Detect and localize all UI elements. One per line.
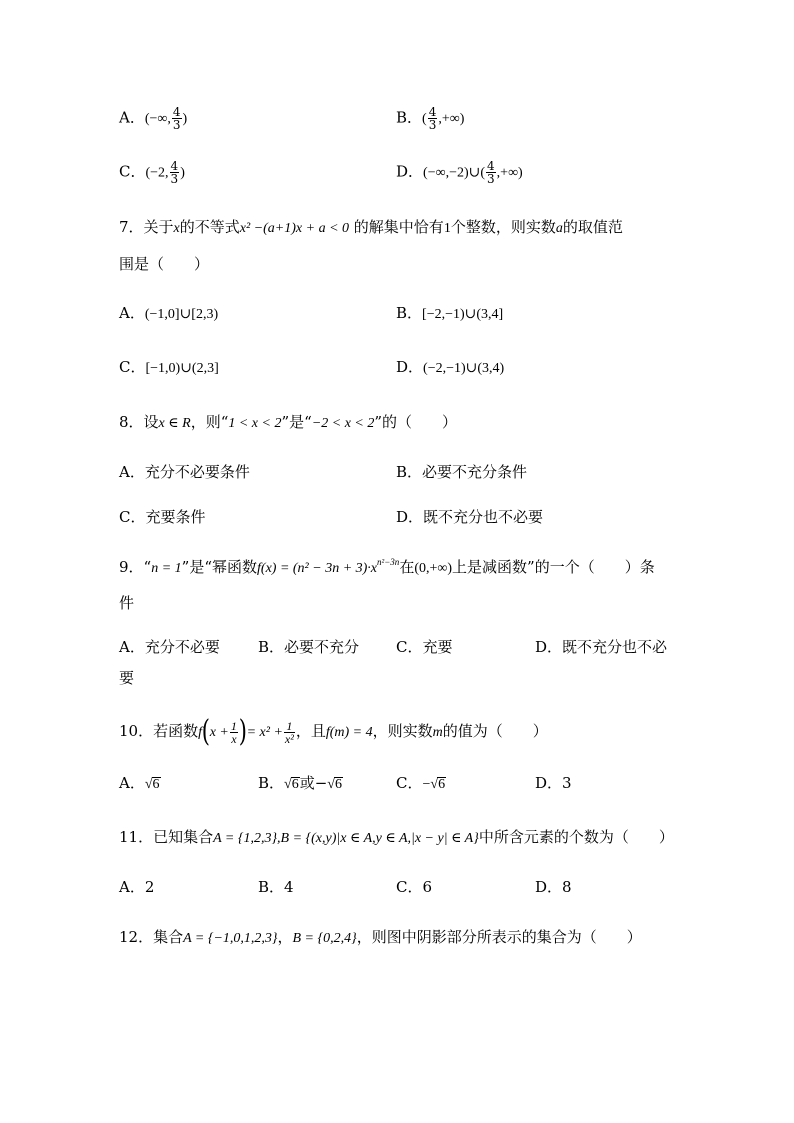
q10-option-d: D．3	[535, 774, 572, 792]
q8-option-d: D．既不充分也不必要	[396, 508, 544, 526]
q9-option-b: B．必要不充分	[258, 638, 360, 656]
q11-option-b: B．4	[258, 878, 294, 896]
fraction: $\frac{4}{3}$	[172, 105, 181, 132]
sqrt: √6	[430, 777, 446, 792]
sqrt: √6	[284, 777, 299, 792]
q9-stem-line2: 件	[119, 594, 135, 612]
q8-option-c: C．充要条件	[119, 508, 206, 526]
sqrt: √6	[144, 777, 160, 792]
q11-option-a: A．2	[119, 878, 155, 896]
q8-option-a: A．充分不必要条件	[119, 463, 250, 481]
q10-stem: 10．若函数f(x + $\frac{1}{x}$ )= x² + $\frac{1}{\text{x²}}$ ，且f(m) = 4，则实数m的值为（ ）	[119, 714, 548, 749]
q9-option-d: D．既不充分也不必	[535, 638, 668, 656]
left-paren: (	[201, 714, 210, 749]
option-label: B．	[396, 108, 423, 127]
q9-option-d-cont: 要	[119, 669, 135, 687]
q9-option-c: C．充要	[396, 638, 453, 656]
q7-option-b: B．[−2,−1)∪(3,4]	[396, 304, 504, 322]
option-label: C．	[119, 162, 146, 181]
fraction: $\frac{4}{3}$	[428, 105, 437, 132]
q10-option-b: B．√6或−√6	[258, 773, 343, 795]
q6-option-c: C．(−2, $\frac{4}{3}$ )	[119, 159, 185, 186]
q7-option-c: C．[−1,0)∪(2,3]	[119, 358, 219, 376]
q6-option-d: D．(−∞,−2)∪( $\frac{4}{3}$ ,+∞)	[396, 159, 523, 186]
fraction: $\frac{4}{3}$	[487, 159, 495, 186]
right-paren: )	[238, 714, 247, 749]
fraction: $\frac{1}{\text{x²}}$	[284, 718, 294, 746]
fraction: $\frac{1}{x}$	[230, 718, 237, 746]
q8-option-b: B．必要不充分条件	[396, 463, 528, 481]
q11-stem: 11．已知集合A = {1,2,3},B = {(x,y)|x ∈ A,y ∈ A,|x − y| ∈ A}中所含元素的个数为（ ）	[119, 828, 674, 846]
math: (−∞,	[144, 111, 171, 127]
power-function: f(x) = (n² − 3n + 3)·x	[257, 561, 378, 576]
q7-option-a: A．(−1,0]∪[2,3)	[119, 304, 219, 322]
q7-option-d: D．(−2,−1)∪(3,4)	[396, 358, 505, 376]
option-label: D．	[396, 162, 424, 181]
q11-option-d: D．8	[535, 878, 572, 896]
q7-stem-line2: 围是（ ）	[119, 255, 210, 273]
q7-stem-line1: 7．关于x的不等式x² −(a+1)x + a < 0 的解集中恰有1个整数，则实数a的取值范	[119, 218, 623, 236]
q6-option-b: B．( $\frac{4}{3}$ ,+∞)	[396, 105, 465, 132]
option-label: A．	[119, 108, 145, 127]
q10-option-c: C．−√6	[396, 773, 446, 795]
inequality: x² −(a+1)x + a < 0	[239, 221, 350, 236]
fraction: $\frac{4}{3}$	[170, 159, 179, 186]
q9-option-a: A．充分不必要	[119, 638, 220, 656]
q12-stem: 12．集合A = {−1,0,1,2,3}，B = {0,2,4}，则图中阴影部分所表示的集合为（ ）	[119, 928, 642, 946]
q9-stem-line1: 9．“n = 1”是“幂函数$f(x) = (n^2 - 3n + 3)\cdot x^{n^2-3n}$在(0,+∞)上是减函数”的一个（ ）条	[119, 557, 655, 576]
q6-option-a: A．(−∞, $\frac{4}{3}$ )	[119, 105, 188, 132]
q10-option-a: A．√6	[119, 773, 161, 795]
q11-option-c: C．6	[396, 878, 433, 896]
sqrt: √6	[327, 777, 342, 792]
exponent: n²−3n	[377, 557, 400, 567]
q8-stem: 8．设x ∈ R，则“1 < x < 2”是“−2 < x < 2”的（ ）	[119, 413, 458, 431]
